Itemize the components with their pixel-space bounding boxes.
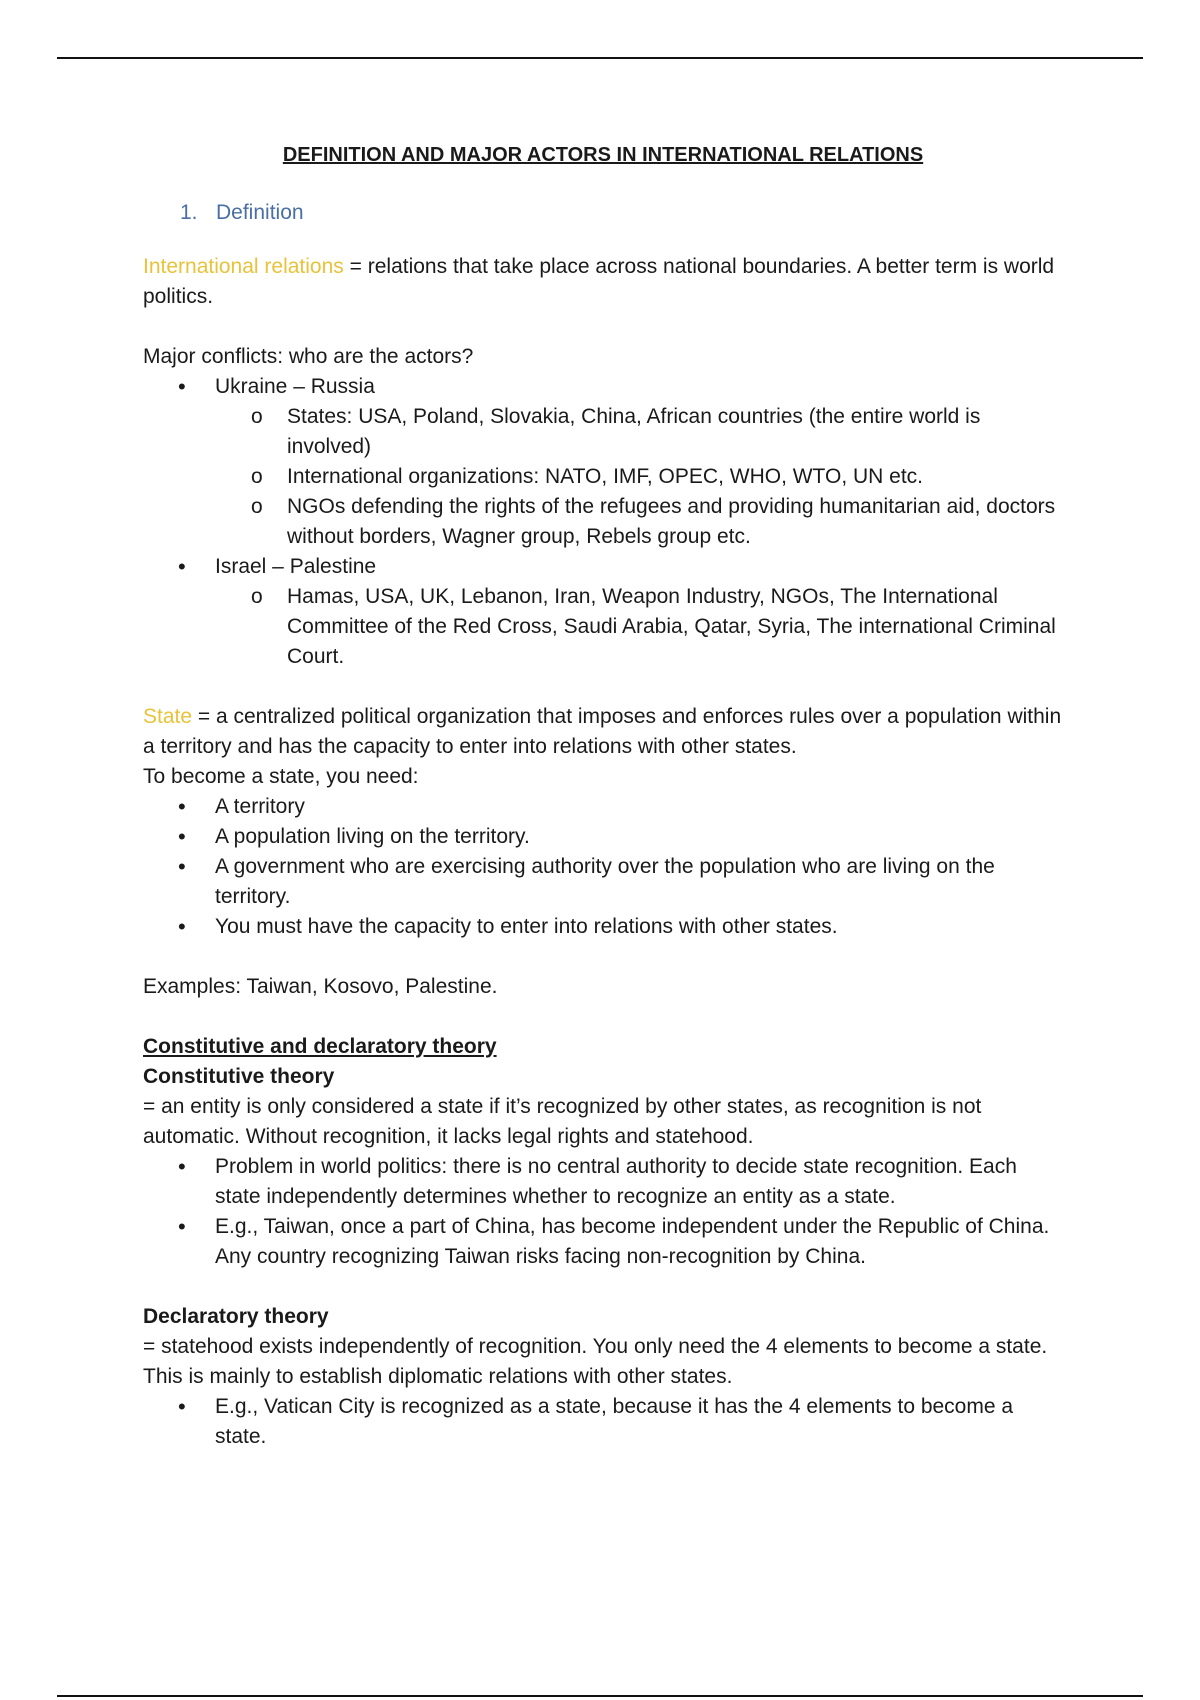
ir-definition-text: = relations that take place across national boundaries. A better term is world politics. bbox=[143, 255, 1055, 308]
ir-term: International relations bbox=[143, 255, 344, 278]
state-term: State bbox=[143, 705, 193, 728]
examples: Examples: Taiwan, Kosovo, Palestine. bbox=[143, 975, 498, 998]
israel-actors-list bbox=[215, 582, 1063, 672]
ukraine-actors-list bbox=[215, 402, 1063, 552]
bottom-rule bbox=[57, 1695, 1143, 1697]
list-item bbox=[143, 372, 1063, 552]
list-item-text: NGOs defending the rights of the refugees and providing humanitarian aid, doctors without borders, Wagner group, Rebels group etc. bbox=[287, 495, 1056, 548]
list-item: • E.g., Taiwan, once a part of China, has become independent under the Republic of China. Any country recognizing Taiwan risks facing non-recognition by China. bbox=[143, 1212, 1063, 1272]
list-item: • A population living on the territory. bbox=[143, 822, 1063, 852]
document-page bbox=[143, 140, 1063, 1452]
ir-definition bbox=[143, 252, 1063, 312]
declaratory-list bbox=[143, 1392, 1063, 1452]
declaratory-heading: Declaratory theory bbox=[143, 1305, 329, 1328]
top-rule bbox=[57, 57, 1143, 59]
list-item bbox=[215, 462, 1063, 492]
conflicts-intro: Major conflicts: who are the actors? bbox=[143, 345, 474, 368]
declaratory-text: = statehood exists independently of recognition. You only need the 4 elements to become a state. This is mainly to establish diplomatic relations with other states. bbox=[143, 1335, 1048, 1388]
list-item-text: States: USA, Poland, Slovakia, China, African countries (the entire world is involved) bbox=[287, 405, 981, 458]
section-label: Definition bbox=[216, 201, 304, 224]
page-title: DEFINITION AND MAJOR ACTORS IN INTERNATIONAL RELATIONS bbox=[282, 144, 924, 166]
conflict-ukraine: Ukraine – Russia bbox=[215, 375, 375, 398]
theories-heading: Constitutive and declaratory theory bbox=[143, 1035, 497, 1058]
section-number: 1. bbox=[180, 201, 198, 224]
constitutive-list bbox=[143, 1152, 1063, 1272]
constitutive-text: = an entity is only considered a state if it’s recognized by other states, as recognition is not automatic. Without recognition, it lacks legal rights and statehood. bbox=[143, 1095, 982, 1148]
list-item-text: International organizations: NATO, IMF, OPEC, WHO, WTO, UN etc. bbox=[287, 465, 924, 488]
constitutive-heading: Constitutive theory bbox=[143, 1065, 335, 1088]
list-item-text: Hamas, USA, UK, Lebanon, Iran, Weapon Industry, NGOs, The International Committee of the Red Cross, Saudi Arabia, Qatar, Syria, The international Criminal Court. bbox=[287, 585, 1056, 668]
state-requirements-list bbox=[143, 792, 1063, 942]
section-heading-definition bbox=[180, 198, 1063, 228]
list-item: • A territory bbox=[143, 792, 1063, 822]
list-item bbox=[143, 552, 1063, 672]
list-item: • E.g., Vatican City is recognized as a state, because it has the 4 elements to become a state. bbox=[143, 1392, 1063, 1452]
list-item bbox=[215, 582, 1063, 672]
state-requirements-intro: To become a state, you need: bbox=[143, 765, 419, 788]
conflicts-list bbox=[143, 372, 1063, 672]
sub-bullet-marker: o bbox=[251, 405, 263, 428]
list-item: • You must have the capacity to enter into relations with other states. bbox=[143, 912, 1063, 942]
state-definition bbox=[143, 702, 1063, 762]
list-item bbox=[215, 492, 1063, 552]
list-item: • A government who are exercising authority over the population who are living on the territory. bbox=[143, 852, 1063, 912]
sub-bullet-marker: o bbox=[251, 495, 263, 518]
sub-bullet-marker: o bbox=[251, 585, 263, 608]
list-item bbox=[215, 402, 1063, 462]
conflict-israel: Israel – Palestine bbox=[215, 555, 377, 578]
sub-bullet-marker: o bbox=[251, 465, 263, 488]
list-item: • Problem in world politics: there is no central authority to decide state recognition. Each state independently determines whether to recognize an entity as a state. bbox=[143, 1152, 1063, 1212]
state-definition-text: = a centralized political organization that imposes and enforces rules over a population within a territory and has the capacity to enter into relations with other states. bbox=[143, 705, 1062, 758]
